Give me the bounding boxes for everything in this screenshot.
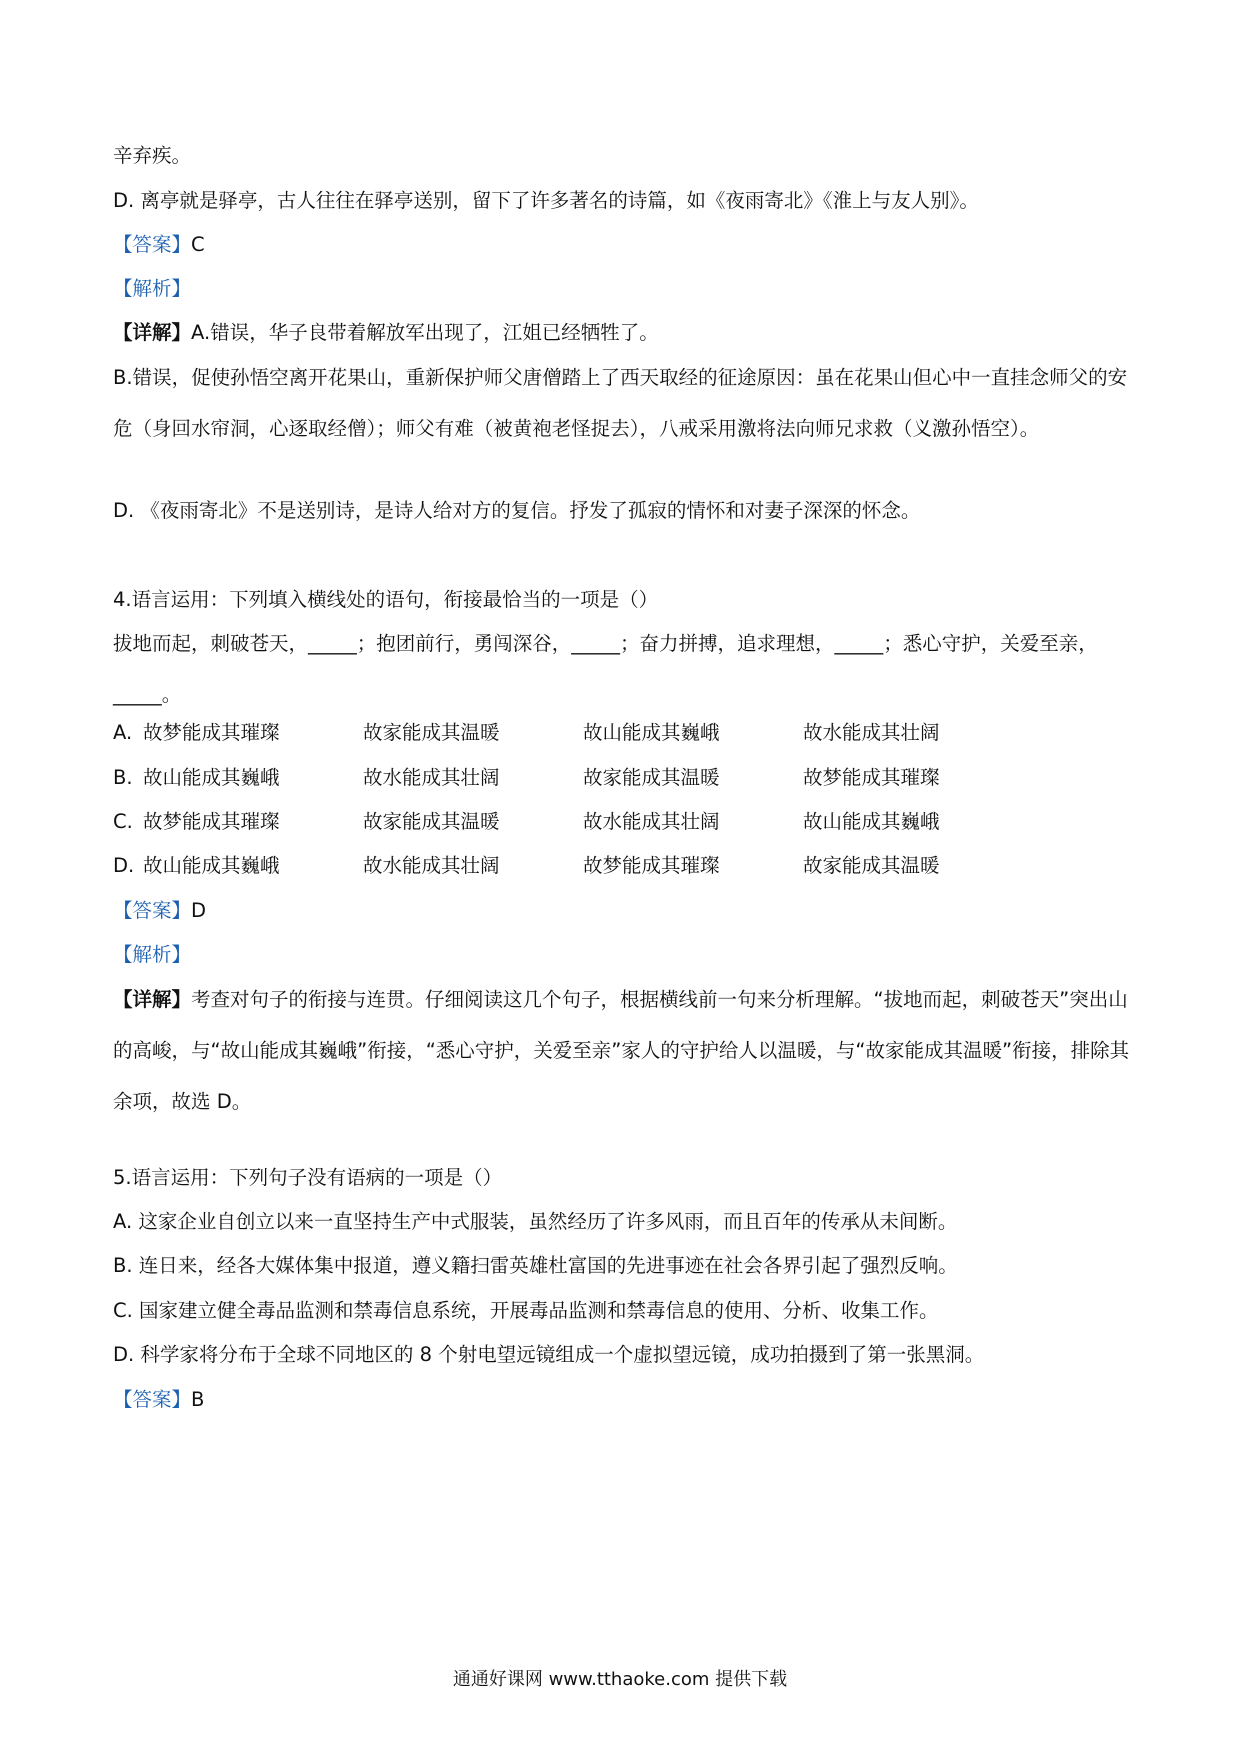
option-label: A. xyxy=(113,721,133,744)
option-item: 故家能成其温暖 xyxy=(363,810,500,833)
q4-option-c xyxy=(113,809,1133,835)
answer-tag: 【答案】 xyxy=(113,1388,192,1411)
detail-tag: 【详解】 xyxy=(113,988,192,1011)
q5-option-d: D. 科学家将分布于全球不同地区的 8 个射电望远镜组成一个虚拟望远镜，成功拍摄到了第一张黑洞。 xyxy=(113,1343,985,1366)
prev-answer-line xyxy=(113,232,205,258)
q4-text: 拔地而起，刺破苍天，_____；抱团前行，勇闯深谷，_____；奋力拼搏，追求理想，_____；悉心守护，关爱至亲，_____。 xyxy=(113,632,1098,706)
prev-analysis-tag xyxy=(113,276,191,302)
detail-a-text: A.错误，华子良带着解放军出现了，江姐已经牺牲了。 xyxy=(191,321,659,344)
q5-option-b: B. 连日来，经各大媒体集中报道，遵义籍扫雷英雄杜富国的先进事迹在社会各界引起了强烈反响。 xyxy=(113,1254,958,1277)
q5-stem: 5.语言运用：下列句子没有语病的一项是（） xyxy=(113,1166,503,1189)
answer-tag: 【答案】 xyxy=(113,233,192,256)
answer-value: B xyxy=(191,1388,205,1411)
analysis-tag: 【解析】 xyxy=(113,943,192,966)
option-item: 故山能成其巍峨 xyxy=(583,721,720,744)
q5-answer-line xyxy=(113,1387,204,1413)
option-item: 故山能成其巍峨 xyxy=(143,854,280,877)
option-item: 故家能成其温暖 xyxy=(363,721,500,744)
prev-option-d: D. 离亭就是驿亭，古人往往在驿亭送别，留下了许多著名的诗篇，如《夜雨寄北》《淮上与友人别》。 xyxy=(113,189,979,212)
option-item: 故家能成其温暖 xyxy=(803,854,940,877)
page-footer[interactable]: 通通好课网 www.tthaoke.com 提供下载 xyxy=(452,1669,788,1690)
analysis-tag: 【解析】 xyxy=(113,277,192,300)
option-item: 故家能成其温暖 xyxy=(583,766,720,789)
prev-detail-b: B.错误，促使孙悟空离开花果山，重新保护师父唐僧踏上了西天取经的征途原因：虽在花果山但心中一直挂念师父的安危（身回水帘洞，心逐取经僧）；师父有难（被黄袍老怪捉去），八戒采用激将法向师兄求救（义激孙悟空）。 xyxy=(113,366,1128,440)
prev-tail-text: 辛弃疾。 xyxy=(113,144,192,167)
answer-tag: 【答案】 xyxy=(113,899,192,922)
option-item: 故梦能成其璀璨 xyxy=(143,810,280,833)
option-item: 故山能成其巍峨 xyxy=(803,810,940,833)
option-item: 故梦能成其璀璨 xyxy=(803,766,940,789)
q5-option-c: C. 国家建立健全毒品监测和禁毒信息系统，开展毒品监测和禁毒信息的使用、分析、收集工作。 xyxy=(113,1299,939,1322)
q4-answer-line xyxy=(113,898,206,924)
detail-text: 考查对句子的衔接与连贯。仔细阅读这几个句子，根据横线前一句来分析理解。“拔地而起，刺破苍天”突出山的高峻，与“故山能成其巍峨”衔接，“悉心守护，关爱至亲”家人的守护给人以温暖，与“故家能成其温暖”衔接，排除其余项，故选 D。 xyxy=(113,988,1130,1113)
option-item: 故水能成其壮阔 xyxy=(803,721,940,744)
q5-option-a: A. 这家企业自创立以来一直坚持生产中式服装，虽然经历了许多风雨，而且百年的传承从未间断。 xyxy=(113,1210,958,1233)
option-item: 故水能成其壮阔 xyxy=(583,810,720,833)
option-item: 故水能成其壮阔 xyxy=(363,766,500,789)
q4-option-b xyxy=(113,765,1133,791)
q4-option-d xyxy=(113,853,1133,879)
q4-detail xyxy=(113,974,1133,1127)
answer-value: C xyxy=(191,233,205,256)
option-item: 故水能成其壮阔 xyxy=(363,854,500,877)
option-label: D. xyxy=(113,854,135,877)
q4-analysis-tag xyxy=(113,942,191,968)
q4-stem: 4.语言运用：下列填入横线处的语句，衔接最恰当的一项是（） xyxy=(113,588,659,611)
q4-option-a xyxy=(113,720,1133,746)
option-item: 故山能成其巍峨 xyxy=(143,766,280,789)
prev-detail-d: D. 《夜雨寄北》不是送别诗，是诗人给对方的复信。抒发了孤寂的情怀和对妻子深深的怀念。 xyxy=(113,499,921,522)
detail-tag: 【详解】 xyxy=(113,321,192,344)
option-item: 故梦能成其璀璨 xyxy=(143,721,280,744)
option-label: B. xyxy=(113,766,133,789)
option-label: C. xyxy=(113,810,133,833)
prev-detail-a xyxy=(113,320,659,346)
answer-value: D xyxy=(191,899,207,922)
option-item: 故梦能成其璀璨 xyxy=(583,854,720,877)
